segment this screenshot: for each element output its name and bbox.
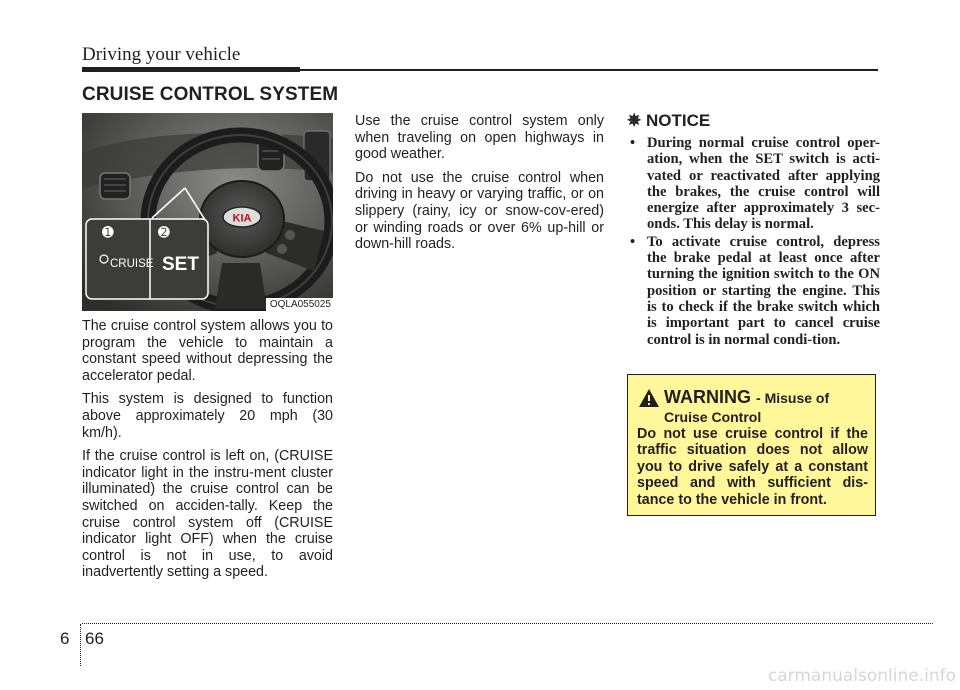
list-item (627, 234, 880, 348)
figure-code: OQLA055025 (266, 298, 333, 311)
running-header: Driving your vehicle (82, 44, 241, 65)
paragraph: If the cruise control is left on, (CRUISE indicator light in the instru-ment cluster illuminated) the cruise control can be switched on acciden-tally. Keep the cruise control system off (CRUISE indicator light OFF) when the cruise control is not in use, to avoid inadvertently setting a speed. (82, 448, 333, 581)
watermark: carmanualsonline.info (767, 666, 956, 686)
set-button-label: SET (162, 254, 199, 275)
page-number: 66 (85, 629, 104, 648)
warning-title: WARNING (664, 387, 751, 407)
paragraph: Do not use the cruise control when driving in heavy or varying traffic, or on slippery (rainy, icy or snow-cov-ered) or winding roads or over 6% up-hill or down-hill roads. (355, 169, 604, 253)
column-1-text (82, 318, 333, 588)
paragraph: This system is designed to function above approximately 20 mph (30 km/h). (82, 391, 333, 441)
column-2-text (355, 113, 604, 260)
bullet-icon: • (630, 233, 636, 250)
footer-divider (80, 624, 81, 666)
footer-rule (82, 623, 933, 624)
header-rule-thin (300, 69, 878, 71)
list-item (627, 135, 880, 233)
header-rule-thick (82, 67, 300, 72)
callout-2-marker: ➋ (158, 225, 170, 241)
steering-wheel-illustration (82, 113, 333, 311)
warning-text: Do not use cruise control if the traffic situation does not allow you to drive safely at a constant speed and with sufficient dis-tance to the vehicle in front. (637, 426, 868, 508)
notice-title: ✵ NOTICE (627, 111, 711, 130)
warning-heading (664, 388, 869, 426)
notice-list (627, 135, 880, 349)
warning-box (627, 374, 876, 516)
notice-item-text: To activate cruise control, depress the brake pedal at least once after turning the ignition switch to the ON position or starting the engine. This is to check if the brake switch which is important part to cancel cruise control is in normal condi-tion. (647, 233, 880, 348)
paragraph: Use the cruise control system only when traveling on open highways in good weather. (355, 113, 604, 163)
kia-logo: KIA (232, 212, 252, 225)
warning-triangle-icon (638, 388, 660, 408)
callout-1-marker: ➊ (102, 225, 114, 241)
cruise-button-label: CRUISE (110, 258, 154, 270)
chapter-number: 6 (60, 629, 70, 648)
bullet-icon: • (630, 135, 636, 151)
steering-wheel-figure (82, 113, 333, 311)
warning-subtitle: - Misuse of Cruise Control (664, 390, 830, 425)
notice-item-text: During normal cruise control oper-ation, when the SET switch is acti-vated or reactivated after applying the brakes, the cruise control will energize after approximately 3 sec-onds. This delay is normal. (647, 135, 880, 233)
paragraph: The cruise control system allows you to program the vehicle to maintain a constant speed without depressing the accelerator pedal. (82, 318, 333, 384)
section-title: CRUISE CONTROL SYSTEM (82, 84, 339, 105)
